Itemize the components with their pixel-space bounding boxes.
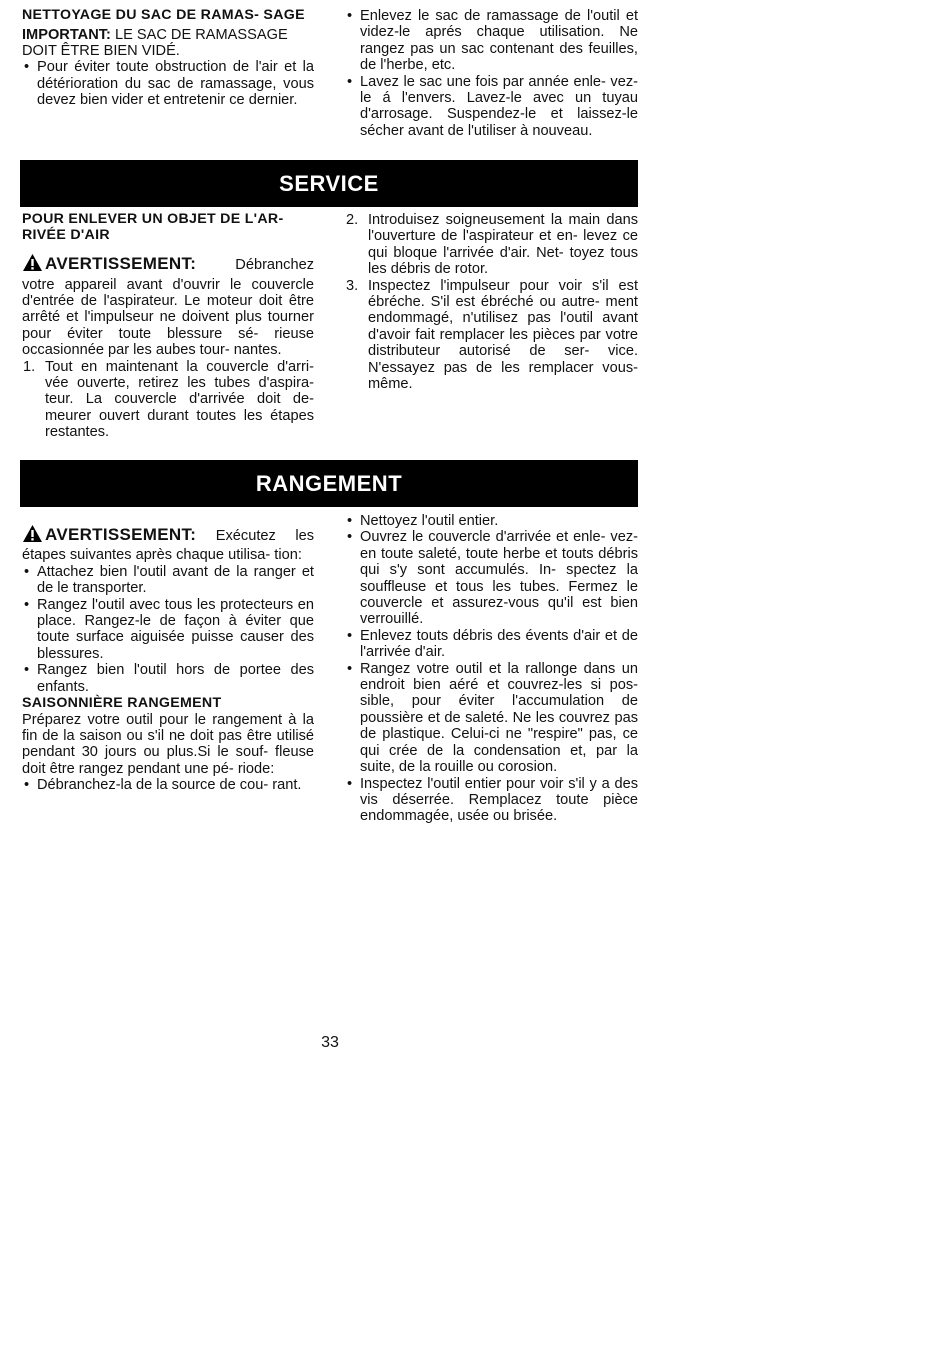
page-number: 33 (321, 1034, 339, 1051)
seasonal-storage-text: Préparez votre outil pour le rangement à la fin de la saison ou s'il ne doit pas être utilisé pendant 30 jours ou plus.Si le souf- fleuse doit être rangez pendant une pé- riode: (22, 711, 314, 777)
rangement-warning (22, 524, 314, 564)
step-number: 3. (346, 277, 359, 294)
bag-cleaning-heading: NETTOYAGE DU SAC DE RAMAS- SAGE (22, 7, 305, 23)
step-text: Introduisez soigneusement la main dans l'ouverture de l'aspirateur et en- levez ce qui bloque l'arrivée d'air. Net- toyez tous les débris de rotor. (368, 212, 638, 278)
service-banner: SERVICE (20, 160, 638, 207)
important-label: IMPORTANT: (22, 26, 111, 43)
service-steps-left (22, 359, 314, 441)
seasonal-storage-heading: SAISONNIÈRE RANGEMENT (22, 695, 222, 712)
service-right-column (345, 212, 638, 392)
service-heading: POUR ENLEVER UN OBJET DE L'AR- RIVÉE D'AIR (22, 211, 284, 243)
step-text: Inspectez l'impulseur pour voir s'il est ébréche. S'il est ébréché ou autre- ment endommagé, n'utilisez pas l'outil avant d'avoir fait remplacer les pièces par votre distributeur autorisé de ser- vice. N'essayez pas de les remplacer vous-même. (368, 277, 638, 393)
list-item: • Nettoyez l'outil entier. (345, 513, 638, 529)
list-item (345, 278, 638, 393)
service-warning-label: AVERTISSEMENT: (45, 254, 197, 274)
bag-cleaning-section (22, 8, 314, 109)
bag-cleaning-right-list (345, 8, 638, 139)
rangement-left-column (22, 524, 314, 794)
list-item: • Rangez votre outil et la rallonge dans un endroit bien aéré et couvrez-les si pos- sible, pour éviter l'accumulation de poussière et de saleté. Ne les couvrez pas de plastique. Celui-ci ne "respire" pas, ce qui crée de la condensation et, par la suite, de la rouille ou corosion. (345, 661, 638, 776)
important-text: LE SAC DE RAMASSAGE DOIT ÊTRE BIEN VIDÉ. (22, 26, 288, 59)
seasonal-storage-list (22, 777, 314, 793)
list-item: • Rangez bien l'outil hors de portee des enfants. (22, 662, 314, 695)
service-steps-right (345, 212, 638, 392)
step-number: 2. (346, 212, 359, 228)
service-warning (22, 253, 314, 358)
list-item (22, 359, 314, 441)
list-item: • Attachez bien l'outil avant de la ranger et de le transporter. (22, 564, 314, 597)
rangement-left-list (22, 564, 314, 695)
rangement-warning-text: Exécutez les étapes suivantes après chaque utilisa- tion: (22, 528, 314, 564)
service-left-column (22, 212, 314, 441)
list-item: • Lavez le sac une fois par année enle- vez-le á l'envers. Lavez-le avec un tuyau d'arrosage. Suspendez-le et laissez-le sécher avant de l'utiliser à nouveau. (345, 74, 638, 140)
list-item: • Enlevez touts débris des évents d'air et de l'arrivée d'air. (345, 628, 638, 661)
rangement-banner: RANGEMENT (20, 460, 638, 507)
rangement-warning-label: AVERTISSEMENT: (45, 525, 197, 544)
list-item: • Débranchez-la de la source de cou- rant. (22, 777, 314, 793)
rangement-right-column (345, 513, 638, 825)
list-item: • Pour éviter toute obstruction de l'air et la détérioration du sac de ramassage, vous devez bien vider et entretenir ce dernier. (22, 59, 314, 108)
service-warning-text: Débranchez votre appareil avant d'ouvrir le couvercle d'entrée de l'aspirateur. Le moteur doit être arrêté et l'impulseur ne doivent plus tourner pour éviter toute blessure sé- rieuse occasionnée par les aubes tour- nantes. (22, 257, 314, 359)
list-item: • Enlevez le sac de ramassage de l'outil et videz-le aprés chaque utilisation. Ne rangez pas un sac contenant des feuilles, de l'herbe, etc. (345, 8, 638, 74)
list-item (345, 212, 638, 278)
list-item: • Ouvrez le couvercle d'arrivée et enle- vez-en toute saleté, toute herbe et touts débris qui s'y sont accumulés. In- spectez la souffleuse et tous les tubes. Fermez le couvercle et assurez-vous qu'il est bien verrouillé. (345, 529, 638, 627)
warning-triangle-icon (22, 253, 43, 276)
list-item: • Rangez l'outil avec tous les protecteurs en place. Rangez-le de façon à éviter que toute surface aiguisée puisse causer des blessures. (22, 597, 314, 663)
step-number: 1. (23, 358, 36, 375)
list-item: • Inspectez l'outil entier pour voir s'il y a des vis déserrée. Remplacez toute pièce endommagée, usée ou brisée. (345, 776, 638, 825)
step-text: Tout en maintenant la couvercle d'arri- vée ouverte, retirez les tubes d'aspira- teur. La couvercle d'arrivée doit de- meurer ouvert durant toutes les étapes restantes. (45, 358, 314, 441)
bag-cleaning-right-column (345, 8, 638, 139)
important-note (22, 27, 314, 60)
rangement-right-list (345, 513, 638, 825)
bag-cleaning-left-list (22, 59, 314, 108)
warning-triangle-icon (22, 524, 43, 547)
